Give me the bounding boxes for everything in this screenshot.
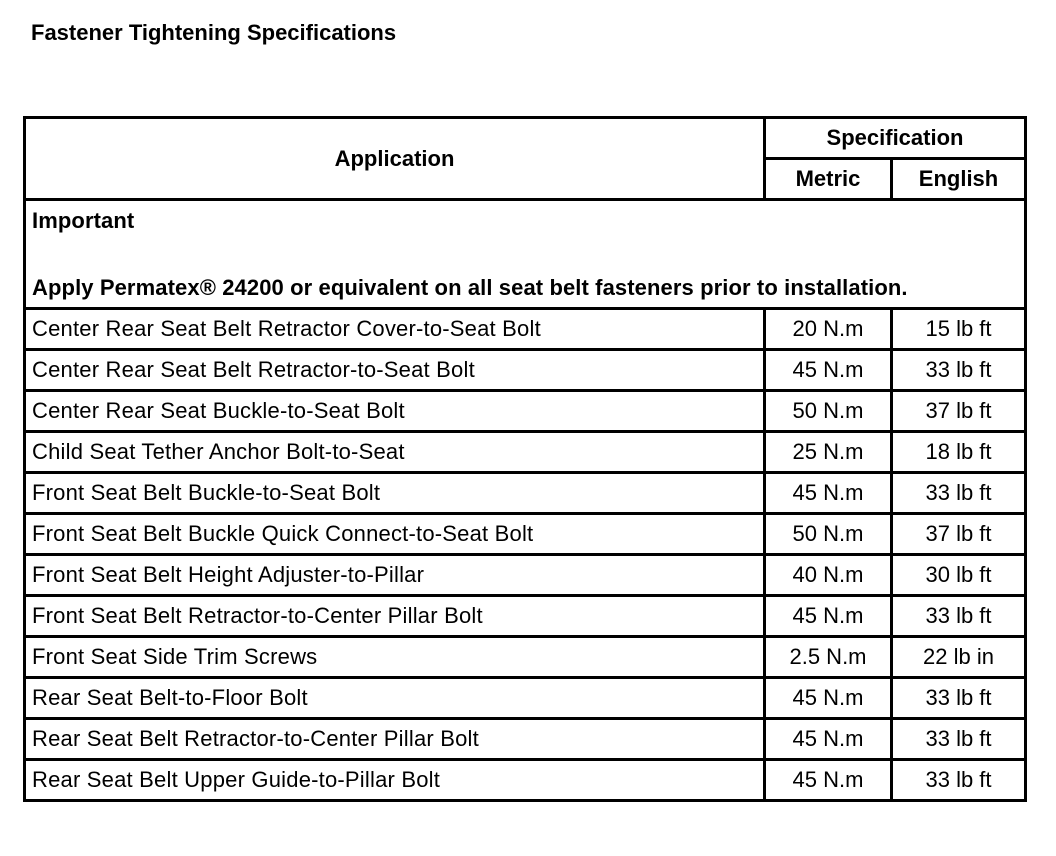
english-cell: 22 lb in <box>892 637 1026 678</box>
application-cell: Front Seat Belt Retractor-to-Center Pillar Bolt <box>25 596 765 637</box>
application-cell: Front Seat Side Trim Screws <box>25 637 765 678</box>
metric-cell: 20 N.m <box>765 309 892 350</box>
application-cell: Child Seat Tether Anchor Bolt-to-Seat <box>25 432 765 473</box>
metric-cell: 40 N.m <box>765 555 892 596</box>
table-row <box>25 432 1026 473</box>
table-row <box>25 473 1026 514</box>
english-cell: 33 lb ft <box>892 596 1026 637</box>
application-cell: Front Seat Belt Height Adjuster-to-Pillar <box>25 555 765 596</box>
application-cell: Rear Seat Belt-to-Floor Bolt <box>25 678 765 719</box>
english-cell: 33 lb ft <box>892 719 1026 760</box>
english-cell: 15 lb ft <box>892 309 1026 350</box>
page-title: Fastener Tightening Specifications <box>31 20 397 45</box>
table-row <box>25 555 1026 596</box>
table-row <box>25 391 1026 432</box>
metric-cell: 50 N.m <box>765 514 892 555</box>
metric-column-header: Metric <box>765 159 892 200</box>
english-column-header: English <box>892 159 1026 200</box>
application-cell: Center Rear Seat Belt Retractor-to-Seat Bolt <box>25 350 765 391</box>
note-heading: Important <box>32 208 135 233</box>
metric-cell: 45 N.m <box>765 760 892 801</box>
table-row <box>25 719 1026 760</box>
application-cell: Rear Seat Belt Upper Guide-to-Pillar Bolt <box>25 760 765 801</box>
english-cell: 33 lb ft <box>892 350 1026 391</box>
english-cell: 33 lb ft <box>892 678 1026 719</box>
table-row <box>25 350 1026 391</box>
specification-column-header: Specification <box>765 118 1026 159</box>
table-row <box>25 760 1026 801</box>
english-cell: 30 lb ft <box>892 555 1026 596</box>
application-cell: Center Rear Seat Belt Retractor Cover-to-Seat Bolt <box>25 309 765 350</box>
table-row <box>25 514 1026 555</box>
application-cell: Rear Seat Belt Retractor-to-Center Pillar Bolt <box>25 719 765 760</box>
application-cell: Center Rear Seat Buckle-to-Seat Bolt <box>25 391 765 432</box>
metric-cell: 45 N.m <box>765 596 892 637</box>
table-row <box>25 678 1026 719</box>
metric-cell: 45 N.m <box>765 678 892 719</box>
english-cell: 37 lb ft <box>892 391 1026 432</box>
metric-cell: 25 N.m <box>765 432 892 473</box>
fastener-spec-table <box>23 116 1027 802</box>
metric-cell: 45 N.m <box>765 473 892 514</box>
table-row <box>25 596 1026 637</box>
english-cell: 37 lb ft <box>892 514 1026 555</box>
english-cell: 33 lb ft <box>892 760 1026 801</box>
application-cell: Front Seat Belt Buckle-to-Seat Bolt <box>25 473 765 514</box>
english-cell: 33 lb ft <box>892 473 1026 514</box>
table-row <box>25 309 1026 350</box>
table-row <box>25 637 1026 678</box>
application-cell: Front Seat Belt Buckle Quick Connect-to-Seat Bolt <box>25 514 765 555</box>
metric-cell: 45 N.m <box>765 719 892 760</box>
english-cell: 18 lb ft <box>892 432 1026 473</box>
metric-cell: 45 N.m <box>765 350 892 391</box>
note-text: Apply Permatex® 24200 or equivalent on all seat belt fasteners prior to installation. <box>32 275 908 300</box>
metric-cell: 2.5 N.m <box>765 637 892 678</box>
application-column-header: Application <box>25 118 765 200</box>
important-note <box>25 200 1026 309</box>
metric-cell: 50 N.m <box>765 391 892 432</box>
